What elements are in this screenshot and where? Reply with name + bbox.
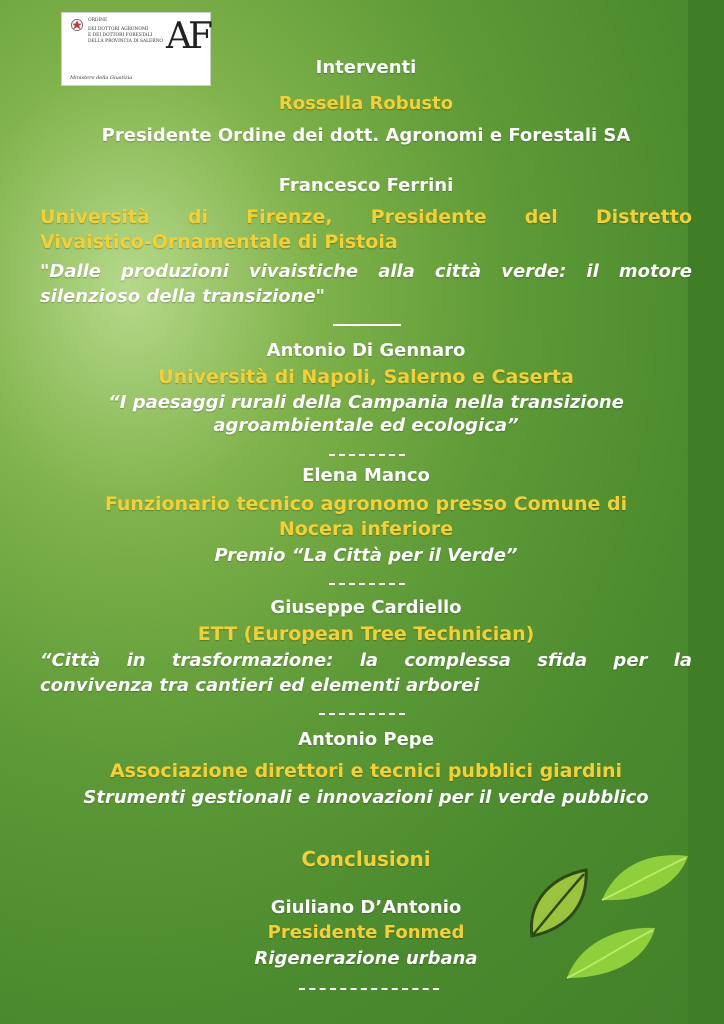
leaf-icon <box>563 922 659 982</box>
closing-talk-title: Rigenerazione urbana <box>254 948 478 969</box>
closing-speaker-name: Giuliano D’Antonio <box>270 897 462 918</box>
speaker-name: Antonio Di Gennaro <box>266 340 466 361</box>
section-heading-conclusioni: Conclusioni <box>301 847 431 871</box>
right-edge-band <box>688 0 724 1024</box>
logo-text-line2: DEI DOTTORI AGRONOMI <box>88 27 149 32</box>
speaker-affiliation: ETT (European Tree Technician) <box>197 623 535 645</box>
logo-text-line3: E DEI DOTTORI FORESTALI <box>88 33 153 38</box>
speaker-affiliation: Università di Napoli, Salerno e Caserta <box>158 366 574 388</box>
speaker-affiliation: Vivaistico-Ornamentale di Pistoia <box>40 231 398 253</box>
dashed-separator <box>329 454 405 456</box>
speaker-affiliation: Funzionario tecnico agronomo presso Comune di <box>104 493 628 515</box>
closing-speaker-role: Presidente Fonmed <box>267 922 465 943</box>
speaker-name: Giuseppe Cardiello <box>270 597 462 618</box>
speaker-affiliation: Nocera inferiore <box>278 518 454 540</box>
republic-emblem-icon <box>70 18 84 32</box>
dashed-separator <box>329 583 405 585</box>
speaker-name: Francesco Ferrini <box>278 175 454 196</box>
section-heading-interventi: Interventi <box>315 57 417 78</box>
logo-mark: AF <box>166 16 209 57</box>
dashed-separator <box>319 713 405 715</box>
talk-title: convivenza tra cantieri ed elementi arborei <box>40 675 480 696</box>
talk-title: “I paesaggi rurali della Campania nella transizione <box>108 392 624 413</box>
talk-title: agroambientale ed ecologica” <box>213 415 519 436</box>
talk-title: Strumenti gestionali e innovazioni per il verde pubblico <box>83 787 649 808</box>
speaker-affiliation: Associazione direttori e tecnici pubblici giardini <box>109 760 623 782</box>
logo-caption: Ministero della Giustizia <box>70 75 133 81</box>
leaf-icon <box>598 850 692 906</box>
logo-text-line1: ORDINE <box>88 18 108 23</box>
speaker-name: Rossella Robusto <box>278 93 454 114</box>
speaker-name: Elena Manco <box>302 465 430 486</box>
talk-title: silenzioso della transizione" <box>40 286 326 307</box>
talk-title: “Città in trasformazione: la complessa sfida per la <box>40 650 692 671</box>
talk-title: "Dalle produzioni vivaistiche alla città verde: il motore <box>40 261 692 282</box>
speaker-affiliation: Università di Firenze, Presidente del Distretto <box>40 206 692 228</box>
logo-text-line4: DELLA PROVINCIA DI SALERNO <box>88 39 164 44</box>
separator <box>333 324 401 326</box>
talk-title: Premio “La Città per il Verde” <box>214 545 518 566</box>
dashed-separator <box>299 988 439 990</box>
speaker-name: Antonio Pepe <box>298 729 434 750</box>
speaker-role: Presidente Ordine dei dott. Agronomi e Forestali SA <box>101 125 631 146</box>
